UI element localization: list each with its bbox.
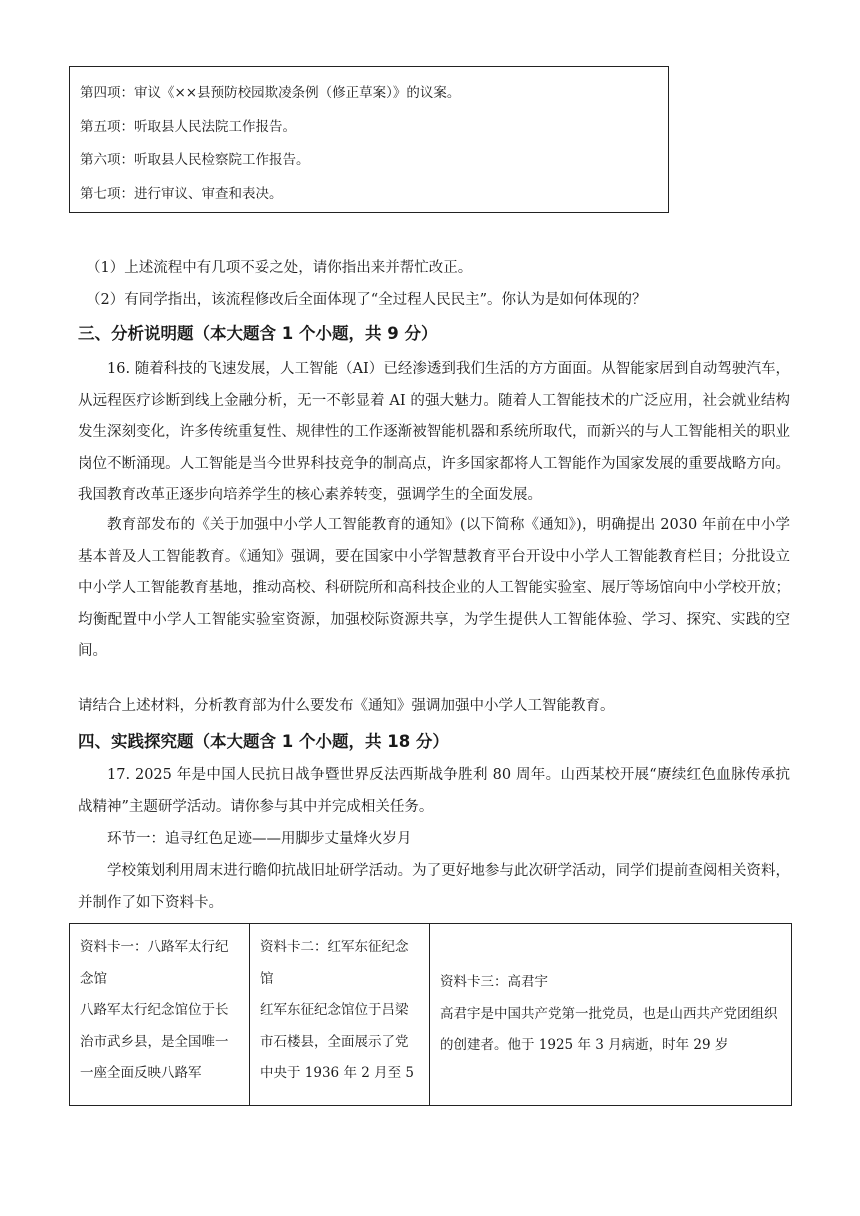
resource-card-1	[70, 924, 250, 1106]
section-4-paragraph-1: 17. 2025 年是中国人民抗日战争暨世界反法西斯战争胜利 80 周年。山西某校开展“赓续红色血脉传承抗战精神”主题研学活动。请你参与其中并完成相关任务。	[78, 767, 790, 815]
step-1-title: 环节一：追寻红色足迹——用脚步丈量烽火岁月	[107, 831, 412, 847]
agenda-item-7: 第七项：进行审议、审查和表决。	[80, 185, 283, 202]
question-1: （1）上述流程中有几项不妥之处，请你指出来并帮忙改正。	[86, 260, 473, 276]
resource-card-2-title: 资料卡二：红军东征纪念馆	[260, 939, 409, 987]
resource-card-2-body: 红军东征纪念馆位于吕梁市石楼县，全面展示了党中央于 1936 年 2 月至 5	[260, 1002, 414, 1081]
resource-card-2	[250, 924, 430, 1106]
agenda-item-5: 第五项：听取县人民法院工作报告。	[80, 118, 296, 135]
section-4-heading: 四、实践探究题（本大题含 1 个小题，共 18 分）	[78, 732, 449, 751]
resource-card-1-title: 资料卡一：八路军太行纪念馆	[80, 939, 229, 987]
section-3-paragraph-2: 教育部发布的《关于加强中小学人工智能教育的通知》(以下简称《通知》)，明确提出 2030 年前在中小学基本普及人工智能教育。《通知》强调，要在国家中小学智慧教育平台开设中小学人工智能教育栏目；分批设立中小学人工智能教育基地，推动高校、科研院所和高科技企业的人工智能实验室、展厅等场馆向中小学校开放；均衡配置中小学人工智能实验室资源，加强校际资源共享，为学生提供人工智能体验、学习、探究、实践的空间。	[78, 517, 790, 659]
question-2: （2）有同学指出，该流程修改后全面体现了“全过程人民民主”。你认为是如何体现的？	[86, 292, 647, 308]
agenda-item-6: 第六项：听取县人民检察院工作报告。	[80, 152, 310, 168]
resource-card-table	[69, 923, 792, 1106]
resource-card-1-body: 八路军太行纪念馆位于长治市武乡县，是全国唯一一座全面反映八路军	[80, 1002, 229, 1081]
section-3-prompt: 请结合上述材料，分析教育部为什么要发布《通知》强调加强中小学人工智能教育。	[78, 698, 615, 714]
section-3-paragraph-1: 16. 随着科技的飞速发展，人工智能（AI）已经渗透到我们生活的方方面面。从智能家居到自动驾驶汽车，从远程医疗诊断到线上金融分析，无一不彰显着 AI 的强大魅力。随着人工智能技术的广泛应用，社会就业结构发生深刻变化，许多传统重复性、规律性的工作逐渐被智能机器和系统所取代，而新兴的与人工智能相关的职业岗位不断涌现。人工智能是当今世界科技竞争的制高点，许多国家都将人工智能作为国家发展的重要战略方向。我国教育改革正逐步向培养学生的核心素养转变，强调学生的全面发展。	[78, 361, 790, 503]
resource-card-3-title: 资料卡三：高君宇	[440, 974, 548, 991]
agenda-item-4: 第四项：审议《××县预防校园欺凌条例（修正草案）》的议案。	[80, 85, 461, 101]
section-3-heading: 三、分析说明题（本大题含 1 个小题，共 9 分）	[78, 324, 438, 343]
resource-card-3	[430, 924, 792, 1106]
agenda-box	[69, 66, 669, 213]
section-4-paragraph-2: 学校策划利用周末进行瞻仰抗战旧址研学活动。为了更好地参与此次研学活动，同学们提前查阅相关资料，并制作了如下资料卡。	[78, 863, 790, 911]
resource-card-3-body: 高君宇是中国共产党第一批党员，也是山西共产党团组织的创建者。他于 1925 年 3 月病逝，时年 29 岁	[440, 1005, 778, 1054]
